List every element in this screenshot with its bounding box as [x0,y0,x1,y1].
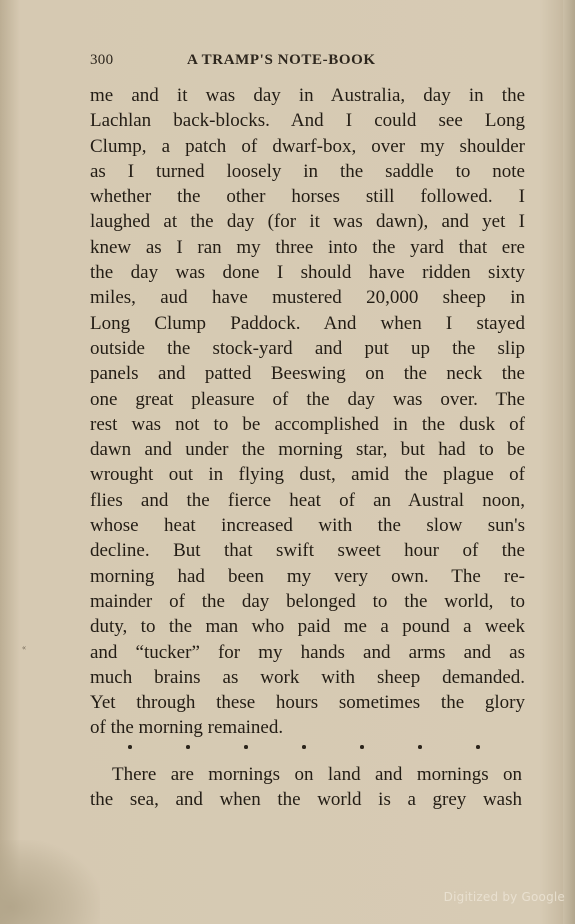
running-head: A TRAMP'S NOTE-BOOK [187,52,376,68]
text-line: duty, to the man who paid me a pound a week [90,616,525,638]
section-separator [128,740,480,754]
text-line: Lachlan back-blocks. And I could see Long [90,110,525,132]
scan-shadow [0,840,100,924]
separator-dot [302,745,306,749]
text-line: Clump, a patch of dwarf-box, over my shoulder [90,135,525,157]
text-line: much brains as work with sheep demanded. [90,666,525,688]
text-line: miles, aud have mustered 20,000 sheep in [90,287,525,309]
text-line: wrought out in flying dust, amid the plague of [90,464,525,486]
text-line: outside the stock-yard and put up the slip [90,337,525,359]
text-line: laughed at the day (for it was dawn), and yet I [90,211,525,233]
separator-dot [476,745,480,749]
separator-dot [128,745,132,749]
text-line: the sea, and when the world is a grey wash [90,789,522,811]
page-edge [563,0,575,924]
text-line: whose heat increased with the slow sun's [90,515,525,537]
text-line: morning had been my very own. The re- [90,565,525,587]
page-number: 300 [90,52,114,68]
separator-dot [244,745,248,749]
page-header [90,52,520,72]
separator-dot [418,745,422,749]
text-line: and “tucker” for my hands and arms and as [90,641,525,663]
text-line: Yet through these hours sometimes the glory [90,692,525,714]
text-line: whether the other horses still followed. I [90,186,525,208]
text-line: rest was not to be accomplished in the dusk of [90,413,525,435]
text-line: one great pleasure of the day was over. The [90,388,525,410]
margin-mark: « [22,643,26,652]
text-line: panels and patted Beeswing on the neck the [90,363,525,385]
paragraph-2 [90,762,522,813]
text-line: knew as I ran my three into the yard that ere [90,236,525,258]
text-line: Long Clump Paddock. And when I stayed [90,312,525,334]
text-line: flies and the fierce heat of an Austral noon, [90,489,525,511]
text-line: mainder of the day belonged to the world, to [90,590,525,612]
separator-dot [360,745,364,749]
text-line: dawn and under the morning star, but had to be [90,439,525,461]
text-line: decline. But that swift sweet hour of the [90,540,525,562]
watermark: Digitized by Google [443,890,565,904]
text-line: There are mornings on land and mornings on [112,764,522,785]
text-line: as I turned loosely in the saddle to note [90,160,525,182]
text-line: the day was done I should have ridden sixty [90,262,525,284]
paragraph-1 [90,83,525,741]
text-line: me and it was day in Australia, day in the [90,85,525,106]
text-line: of the morning remained. [90,717,284,739]
separator-dot [186,745,190,749]
